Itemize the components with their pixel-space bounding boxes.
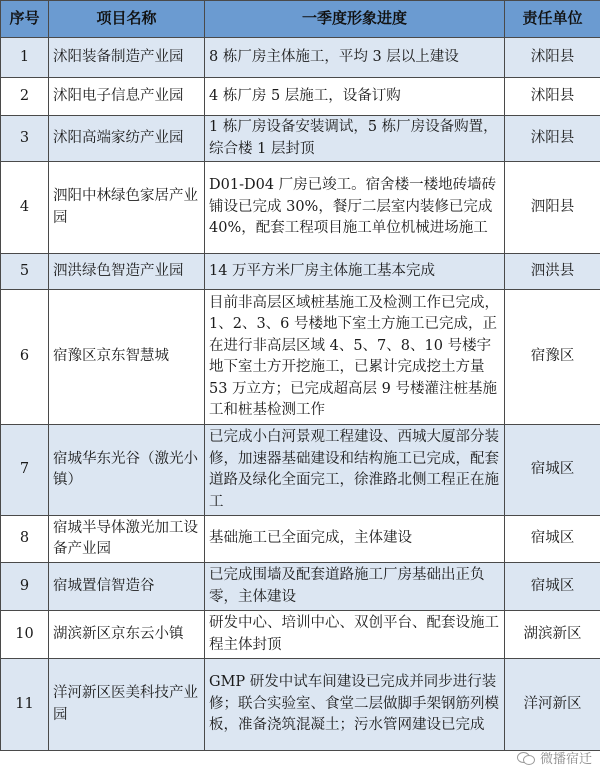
responsible-unit: 泗阳县 — [505, 162, 600, 254]
progress-text: 1 栋厂房设备安装调试，5 栋厂房设备购置，综合楼 1 层封顶 — [205, 116, 505, 162]
responsible-unit: 湖滨新区 — [505, 611, 600, 659]
responsible-unit: 宿城区 — [505, 425, 600, 516]
row-number: 3 — [1, 116, 49, 162]
row-number: 2 — [1, 78, 49, 116]
table-row — [1, 659, 600, 751]
responsible-unit: 宿豫区 — [505, 290, 600, 425]
table-row — [1, 254, 600, 290]
progress-text: 基础施工已全面完成，主体建设 — [205, 516, 505, 563]
responsible-unit: 沭阳县 — [505, 38, 600, 78]
progress-text: 目前非高层区域桩基施工及检测工作已完成，1、2、3、6 号楼地下室土方施工已完成，正在进行非高层区域 4、5、7、8、10 号楼宇地下室土方开挖施工，已累计完成挖土方量 53 万立方；已完成超高层 9 号楼灌注桩基施工和桩基检测工作 — [205, 290, 505, 425]
watermark — [517, 748, 592, 767]
project-name: 湖滨新区京东云小镇 — [49, 611, 205, 659]
row-number: 5 — [1, 254, 49, 290]
row-number: 10 — [1, 611, 49, 659]
responsible-unit: 沭阳县 — [505, 116, 600, 162]
header-project: 项目名称 — [49, 1, 205, 38]
project-name: 宿城半导体激光加工设备产业园 — [49, 516, 205, 563]
progress-text: 已完成围墙及配套道路施工厂房基础出正负零，主体建设 — [205, 563, 505, 611]
table-row — [1, 425, 600, 516]
project-name: 泗洪绿色智造产业园 — [49, 254, 205, 290]
table-row — [1, 516, 600, 563]
responsible-unit: 洋河新区 — [505, 659, 600, 751]
table-header-row — [1, 1, 600, 38]
row-number: 7 — [1, 425, 49, 516]
header-unit: 责任单位 — [505, 1, 600, 38]
row-number: 6 — [1, 290, 49, 425]
progress-text: 8 栋厂房主体施工，平均 3 层以上建设 — [205, 38, 505, 78]
project-name: 沭阳装备制造产业园 — [49, 38, 205, 78]
table-row — [1, 162, 600, 254]
project-name: 宿城华东光谷（激光小镇） — [49, 425, 205, 516]
row-number: 8 — [1, 516, 49, 563]
responsible-unit: 宿城区 — [505, 516, 600, 563]
responsible-unit: 沭阳县 — [505, 78, 600, 116]
table-row — [1, 116, 600, 162]
row-number: 4 — [1, 162, 49, 254]
project-name: 沭阳高端家纺产业园 — [49, 116, 205, 162]
progress-text: 研发中心、培训中心、双创平台、配套设施工程主体封顶 — [205, 611, 505, 659]
project-name: 宿城置信智造谷 — [49, 563, 205, 611]
progress-text: 14 万平方米厂房主体施工基本完成 — [205, 254, 505, 290]
table-row — [1, 78, 600, 116]
table-row — [1, 38, 600, 78]
table-row — [1, 563, 600, 611]
row-number: 1 — [1, 38, 49, 78]
progress-text: 4 栋厂房 5 层施工，设备订购 — [205, 78, 505, 116]
responsible-unit: 泗洪县 — [505, 254, 600, 290]
header-no: 序号 — [1, 1, 49, 38]
project-name: 洋河新区医美科技产业园 — [49, 659, 205, 751]
wechat-icon — [517, 751, 535, 765]
row-number: 11 — [1, 659, 49, 751]
table-row — [1, 611, 600, 659]
progress-text: 已完成小白河景观工程建设、西城大厦部分装修，加速器基础建设和结构施工已完成，配套道路及绿化全面完工，徐淮路北侧工程正在施工 — [205, 425, 505, 516]
watermark-text: 微播宿迁 — [539, 752, 592, 767]
project-name: 沭阳电子信息产业园 — [49, 78, 205, 116]
progress-text: GMP 研发中试车间建设已完成并同步进行装修；联合实验室、食堂二层做脚手架钢筋列模板，准备浇筑混凝土；污水管网建设已完成 — [205, 659, 505, 751]
progress-text: D01-D04 厂房已竣工。宿舍楼一楼地砖墙砖铺设已完成 30%，餐厅二层室内装修已完成 40%，配套工程项目施工单位机械进场施工 — [205, 162, 505, 254]
row-number: 9 — [1, 563, 49, 611]
table-row — [1, 290, 600, 425]
project-name: 泗阳中林绿色家居产业园 — [49, 162, 205, 254]
responsible-unit: 宿城区 — [505, 563, 600, 611]
header-progress: 一季度形象进度 — [205, 1, 505, 38]
project-name: 宿豫区京东智慧城 — [49, 290, 205, 425]
